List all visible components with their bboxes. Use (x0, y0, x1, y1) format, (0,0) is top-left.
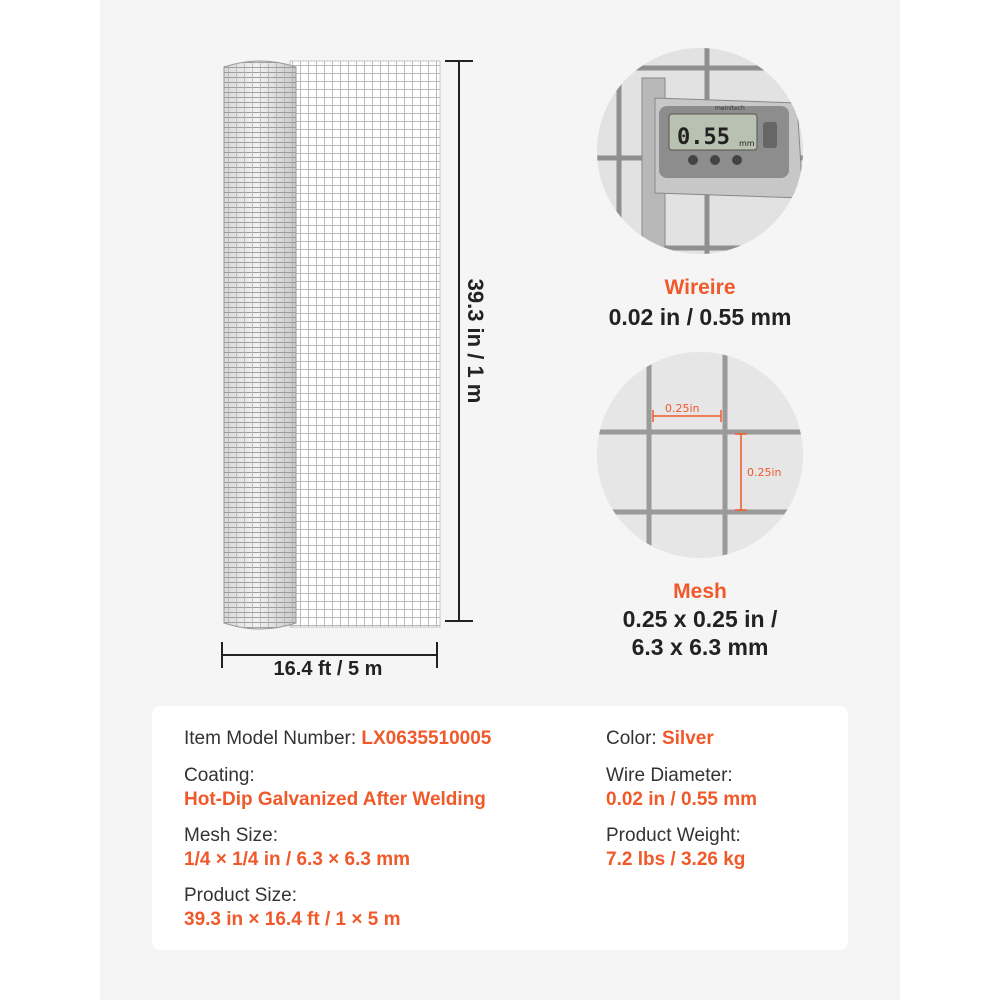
height-dimension-cap-top (445, 60, 473, 62)
wire-spec-value: 0.02 in / 0.55 mm (608, 304, 792, 330)
width-dimension-cap-right (436, 642, 438, 668)
height-dimension-line (458, 60, 460, 622)
mesh-spec-value-line2: 6.3 x 6.3 mm (631, 634, 769, 660)
mesh-size-row (184, 824, 410, 872)
mesh-size-value: 1/4 × 1/4 in / 6.3 × 6.3 mm (184, 849, 411, 870)
mesh-spec-title: Mesh (673, 580, 727, 603)
product-weight-row (606, 824, 745, 872)
color-value: Silver (661, 728, 714, 749)
coating-value: Hot-Dip Galvanized After Welding (184, 789, 486, 810)
product-size-label: Product Size: (184, 885, 297, 906)
caliper-display-value: 0.55 (677, 125, 730, 150)
color-row (606, 727, 714, 751)
wire-diameter-row (606, 764, 757, 812)
mesh-spec-value-line1: 0.25 x 0.25 in / (622, 606, 778, 632)
product-weight-value: 7.2 lbs / 3.26 kg (606, 849, 746, 870)
specification-card (152, 706, 848, 950)
model-number-label: Item Model Number: (184, 728, 362, 749)
wire-diameter-label: Wire Diameter: (606, 765, 733, 786)
wire-mesh-roll-image (220, 57, 444, 631)
caliper-display-unit: mm (739, 139, 755, 148)
height-dimension-label: 39.3 in / 1 m (463, 278, 488, 404)
width-dimension-label: 16.4 ft / 5 m (273, 658, 383, 680)
width-dimension-line (222, 654, 438, 656)
model-number-row (184, 727, 491, 751)
height-dimension-cap-bottom (445, 620, 473, 622)
coating-label: Coating: (184, 765, 255, 786)
mesh-vertical-label: 0.25in (747, 466, 782, 479)
wire-spec-title: Wireire (664, 276, 736, 299)
mesh-size-label: Mesh Size: (184, 825, 278, 846)
caliper-brand: meinitech (715, 105, 745, 112)
mesh-horizontal-label: 0.25in (665, 402, 700, 415)
product-weight-label: Product Weight: (606, 825, 741, 846)
coating-row (184, 764, 486, 812)
model-number-value: LX0635510005 (361, 728, 492, 749)
wire-diameter-value: 0.02 in / 0.55 mm (606, 789, 758, 810)
mesh-closeup-image (597, 352, 803, 558)
product-size-row (184, 884, 401, 932)
product-size-value: 39.3 in × 16.4 ft / 1 × 5 m (184, 909, 401, 930)
color-label: Color: (606, 728, 662, 749)
caliper-closeup-image (597, 48, 803, 254)
width-dimension-cap-left (221, 642, 223, 668)
